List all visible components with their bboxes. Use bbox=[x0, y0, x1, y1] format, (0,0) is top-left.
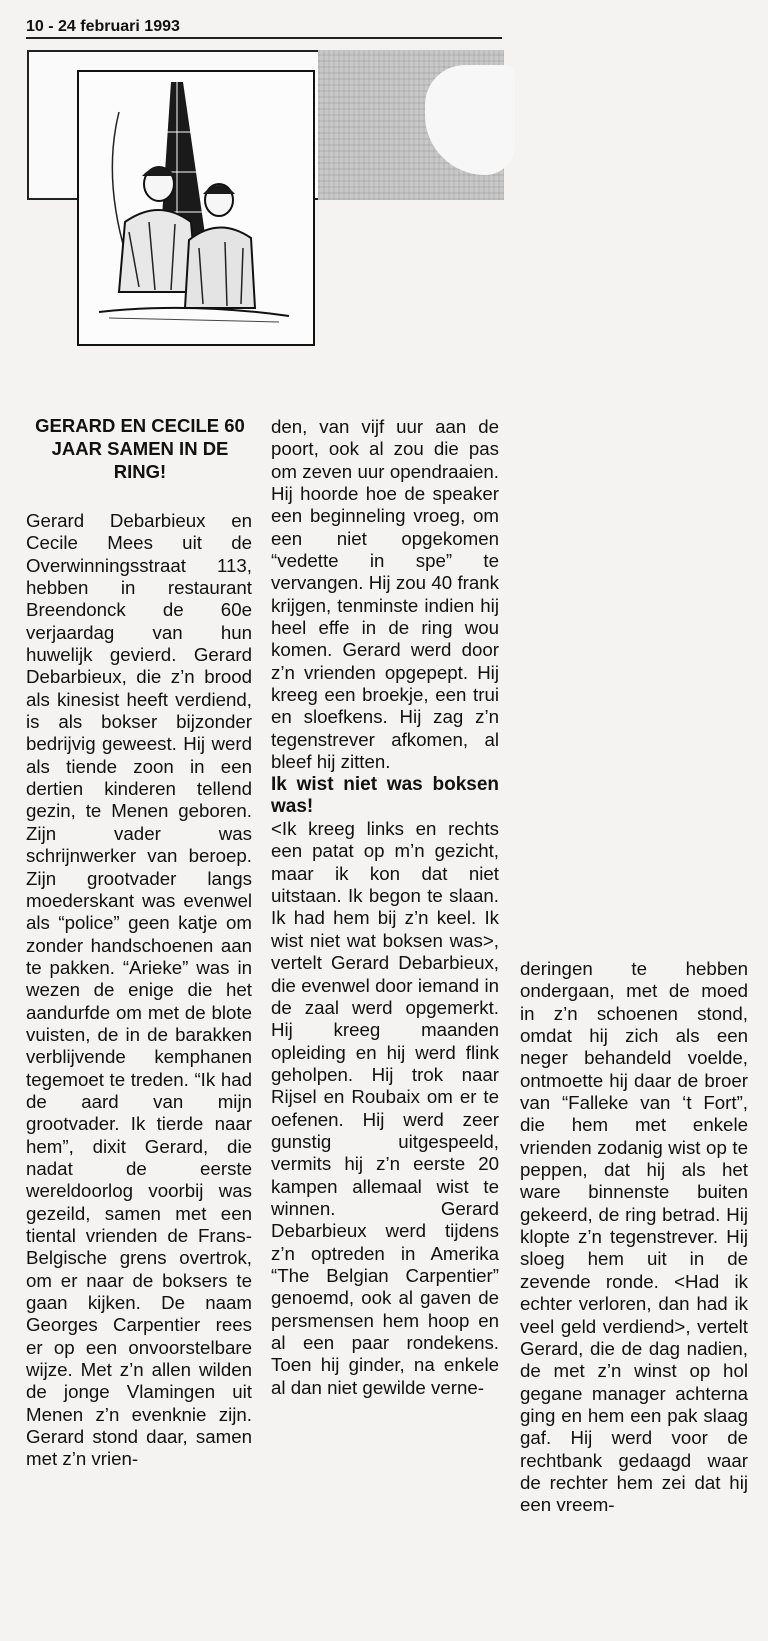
article-column-1 bbox=[26, 510, 252, 1471]
article-column-3 bbox=[520, 958, 748, 1517]
article-headline: GERARD EN CECILE 60 JAAR SAMEN IN DE RING! bbox=[35, 415, 245, 482]
article-subheading: Ik wist niet was boksen was! bbox=[271, 773, 499, 817]
header-rule bbox=[26, 37, 502, 39]
column-2-text-b: <Ik kreeg links en rechts een patat op m’n gezicht, maar ik kon dat niet uitstaan. Ik begon te slaan. Ik had hem bij z’n keel. Ik wist niet wat boksen was>, vertelt Gerard Debarbieux, die evenwel door iemand in de zaal werd opgemerkt. Hij kreeg maanden opleiding en hij werd flink geholpen. Hij trok naar Rijsel en Roubaix om er te oefenen. Hij werd zeer gunstig uitgespeeld, vermits hij z’n eerste 20 kampen allemaal wist te winnen. Gerard Debarbieux werd tijdens z’n optreden in Amerika “The Belgian Carpentier” genoemd, ook al gaven de persmensen hem hoop en al een paar rondekens. Toen hij ginder, na enkele al dan niet gewilde verne- bbox=[271, 818, 499, 1398]
column-3-text: deringen te hebben ondergaan, met de moed in z’n schoenen stond, omdat hij zich als een neger behandeld voelde, ontmoette hij daar de broer van “Falleke van ‘t Fort”, die hem met enkele vrienden zodanig wist op te peppen, dat hij als het ware binnenste buiten gekeerd, de ring betrad. Hij klopte z’n tegenstrever. Hij sloeg hem uit in de zevende ronde. <Had ik echter verloren, dan had ik veel geld verdiend>, vertelt Gerard, die de dag nadien, de met z’n winst op hol gegane manager achterna ging en hem een pak slaag gaf. Hij werd voor de rechtbank gedaagd waar de rechter hem zei dat hij een vreem- bbox=[520, 958, 748, 1516]
boxers-drawing bbox=[79, 72, 313, 344]
page-number: 10 bbox=[26, 18, 44, 35]
illustration-boxers bbox=[77, 70, 315, 346]
header-separator: - bbox=[48, 18, 59, 35]
column-1-text: Gerard Debarbieux en Cecile Mees uit de Overwinningsstraat 113, hebben in restaurant Breendonck de 60e verjaardag van hun huwelijk gevierd. Gerard Debarbieux, die z’n brood als kinesist heeft verdiend, is als bokser bijzonder bedrijvig geweest. Hij werd als tiende zoon in een dertien kinderen tellend gezin, te Menen geboren. Zijn vader was schrijnwerker van beroep. Zijn grootvader langs moederskant was evenwel als “police” geen katje om zonder handschoenen aan te pakken. “Arieke” was in wezen de enige die het aandurfde om met de blote vuisten, de in de barakken verblijvende kemphanen tegemoet te treden. “Ik had de aard van mijn grootvader. Ik tierde naar hem”, dixit Gerard, die nadat de eerste wereldoorlog voorbij was gezeild, samen met een tiental vrienden de Frans-Belgische grens overtrok, om er naar de boksers te gaan kijken. De naam Georges Carpentier rees er op een onvoorstelbare wijze. Met z’n allen wilden de jonge Vlamingen uit Menen z’n evenknie zijn. Gerard stond daar, samen met z’n vrien- bbox=[26, 510, 252, 1470]
column-2-text-a: den, van vijf uur aan de poort, ook al zou die pas om zeven uur opendraaien. Hij hoorde hoe de speaker een beginneling vroeg, om een niet opgekomen “vedette in spe” te vervangen. Hij zou 40 frank krijgen, tenminste indien hij heel effe in de ring wou komen. Gerard werd door z’n vrienden opgepept. Hij kreeg een broekje, een trui en sloefkens. Hij zag z’n tegenstrever afkomen, al bleef hij zitten. bbox=[271, 416, 499, 773]
publication-date: 24 februari 1993 bbox=[58, 18, 180, 35]
article-column-2 bbox=[271, 416, 499, 1399]
page-header bbox=[26, 18, 504, 36]
